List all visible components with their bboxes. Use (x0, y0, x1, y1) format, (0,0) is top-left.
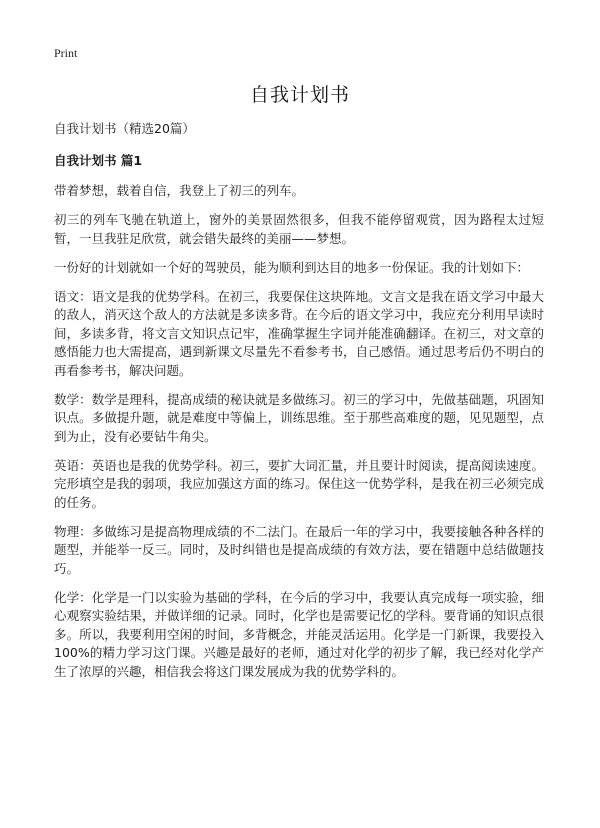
paragraph-train: 初三的列车飞驰在轨道上，窗外的美景固然很多，但我不能停留观赏，因为路程太过短暂，一旦我驻足欣赏，就会错失最终的美丽——梦想。 (54, 212, 544, 246)
print-label: Print (54, 46, 78, 60)
paragraph-english: 英语：英语也是我的优势学科。初三，要扩大词汇量，并且要计时阅读，提高阅读速度。完形填空是我的弱项，我应加强这方面的练习。保住这一优势学科，是我在初三必须完成的任务。 (54, 457, 544, 510)
paragraph-plan: 一份好的计划就如一个好的驾驶员，能为顺利到达目的地多一份保证。我的计划如下： (54, 259, 530, 275)
paragraph-intro: 带着梦想，载着自信，我登上了初三的列车。 (54, 183, 305, 198)
document-subtitle: 自我计划书（精选20篇） (54, 121, 195, 136)
paragraph-math: 数学：数学是理科，提高成绩的秘诀就是多做练习。初三的学习中，先做基础题，巩固知识点。多做提升题，就是难度中等偏上，训练思维。至于那些高难度的题，见见题型，点到为止，没有必要钻牛角尖。 (54, 391, 544, 444)
paragraph-physics: 物理：多做练习是提高物理成绩的不二法门。在最后一年的学习中，我要接触各种各样的题型，并能举一反三。同时，及时纠错也是提高成绩的有效方法，要在错题中总结做题技巧。 (54, 523, 544, 576)
paragraph-chinese: 语文：语文是我的优势学科。在初三，我要保住这块阵地。文言文是我在语文学习中最大的敌人，消灭这个敌人的方法就是多读多背。在今后的语文学习中，我应充分利用早读时间，多读多背，将文言文知识点记牢，准确掌握生字词并能准确翻译。在初三，对文章的感悟能力也大需提高，遇到新课文尽量先不看参考书，自己感悟。通过思考后仍不明白的再看参考书，解决问题。 (54, 288, 544, 378)
document-title: 自我计划书 (249, 84, 350, 106)
document-body (54, 120, 544, 692)
paragraph-chemistry: 化学：化学是一门以实验为基础的学科，在今后的学习中，我要认真完成每一项实验，细心观察实验结果，并做详细的记录。同时，化学也是需要记忆的学科。要背诵的知识点很多。所以，我要利用空闲的时间，多背概念，并能灵活运用。化学是一门新课，我要投入100%的精力学习这门课。兴趣是最好的老师，通过对化学的初步了解，我已经对化学产生了浓厚的兴趣，相信我会将这门课发展成为我的优势学科的。 (54, 589, 544, 679)
section-heading: 自我计划书 篇1 (54, 153, 143, 168)
